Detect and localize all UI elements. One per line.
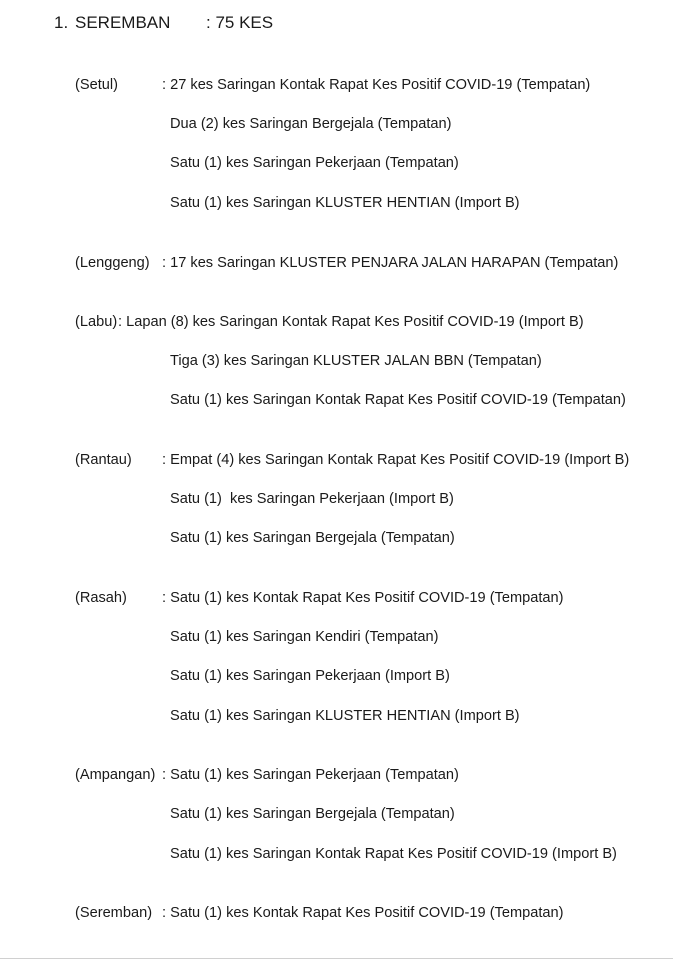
- case-text: Satu (1) kes Saringan Pekerjaan (Import B): [170, 668, 450, 684]
- case-text: : Lapan (8) kes Saringan Kontak Rapat Kes Positif COVID-19 (Import B): [118, 314, 584, 330]
- case-text: : 27 kes Saringan Kontak Rapat Kes Positif COVID-19 (Tempatan): [162, 77, 591, 93]
- heading-number: 1.: [54, 13, 69, 32]
- case-text: : Satu (1) kes Kontak Rapat Kes Positif COVID-19 (Tempatan): [162, 905, 564, 921]
- locality-label: (Rantau): [75, 452, 132, 468]
- locality-label: (Setul): [75, 77, 118, 93]
- case-text: Satu (1) kes Saringan KLUSTER HENTIAN (Import B): [170, 195, 520, 211]
- case-text: Satu (1) kes Saringan Kontak Rapat Kes Positif COVID-19 (Tempatan): [170, 392, 626, 408]
- page-bottom-divider: [0, 958, 673, 959]
- district-name: SEREMBAN: [75, 13, 171, 32]
- case-text: Satu (1) kes Saringan KLUSTER HENTIAN (Import B): [170, 708, 520, 724]
- case-text: Satu (1) kes Saringan Pekerjaan (Tempatan): [170, 155, 459, 171]
- case-text: Dua (2) kes Saringan Bergejala (Tempatan): [170, 116, 452, 132]
- case-text: Satu (1) kes Saringan Pekerjaan (Import B): [170, 491, 454, 507]
- case-text: Satu (1) kes Saringan Bergejala (Tempatan): [170, 806, 455, 822]
- case-text: : Satu (1) kes Saringan Pekerjaan (Tempatan): [162, 767, 459, 783]
- locality-label: (Labu): [75, 314, 118, 330]
- locality-label: (Lenggeng): [75, 255, 150, 271]
- case-text: Satu (1) kes Saringan Kendiri (Tempatan): [170, 629, 439, 645]
- locality-label: (Ampangan): [75, 767, 156, 783]
- case-text: : 17 kes Saringan KLUSTER PENJARA JALAN HARAPAN (Tempatan): [162, 255, 619, 271]
- case-text: Tiga (3) kes Saringan KLUSTER JALAN BBN (Tempatan): [170, 353, 542, 369]
- district-case-count: : 75 KES: [206, 13, 274, 32]
- locality-label: (Seremban): [75, 905, 153, 921]
- case-text: Satu (1) kes Saringan Kontak Rapat Kes Positif COVID-19 (Import B): [170, 846, 617, 862]
- case-text: Satu (1) kes Saringan Bergejala (Tempatan): [170, 530, 455, 546]
- locality-label: (Rasah): [75, 590, 127, 606]
- case-text: : Satu (1) kes Kontak Rapat Kes Positif COVID-19 (Tempatan): [162, 590, 564, 606]
- case-text: : Empat (4) kes Saringan Kontak Rapat Kes Positif COVID-19 (Import B): [162, 452, 630, 468]
